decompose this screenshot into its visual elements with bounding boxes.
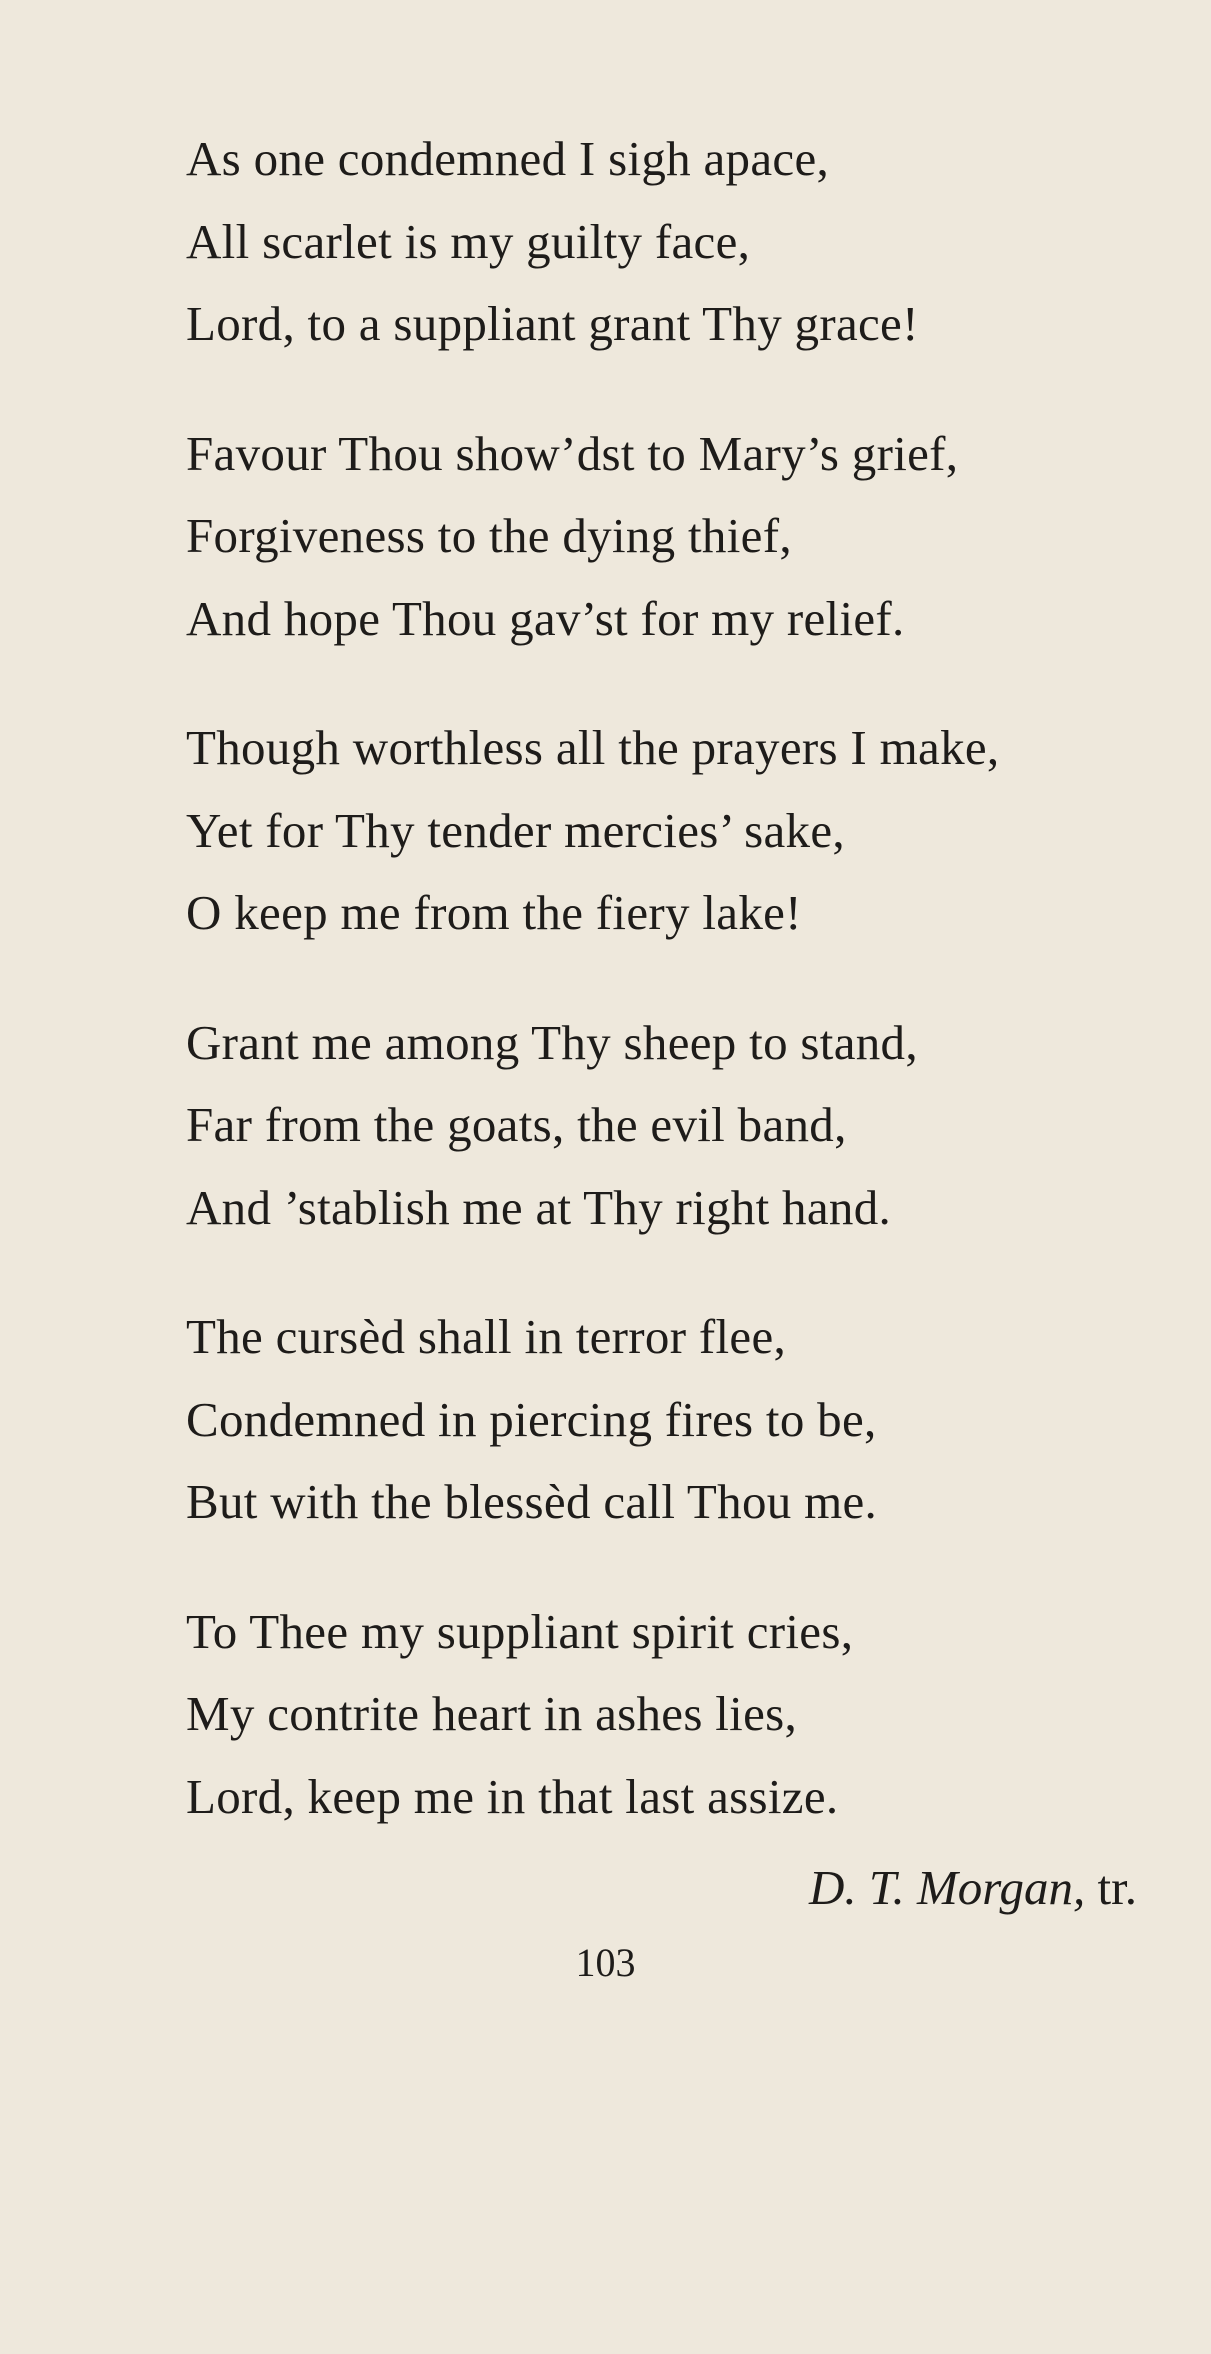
stanza-6 bbox=[186, 1591, 1186, 1839]
poem-line: To Thee my suppliant spirit cries, bbox=[186, 1603, 854, 1659]
translator-name: D. T. Morgan, bbox=[808, 1860, 1086, 1915]
poem-line: Lord, keep me in that last assize. bbox=[186, 1768, 839, 1824]
poem-line: Condemned in piercing fires to be, bbox=[186, 1391, 877, 1447]
poem-line: Grant me among Thy sheep to stand, bbox=[186, 1014, 918, 1070]
translator-attribution bbox=[0, 1858, 1137, 1918]
stanza-1 bbox=[186, 118, 1186, 366]
poem-line: As one condemned I sigh apace, bbox=[186, 131, 830, 186]
poem-line: And hope Thou gav’st for my relief. bbox=[186, 590, 905, 646]
poem bbox=[186, 118, 1186, 1885]
poem-line: Lord, to a suppliant grant Thy grace! bbox=[186, 296, 919, 351]
poem-line: But with the blessèd call Thou me. bbox=[186, 1474, 878, 1529]
stanza-4 bbox=[186, 1002, 1186, 1250]
poem-line: And ’stablish me at Thy right hand. bbox=[186, 1179, 892, 1235]
poem-line: My contrite heart in ashes lies, bbox=[186, 1686, 798, 1741]
translator-suffix: tr. bbox=[1085, 1860, 1137, 1915]
poem-line: Yet for Thy tender mercies’ sake, bbox=[186, 802, 845, 858]
stanza-3 bbox=[186, 707, 1186, 955]
poem-line: O keep me from the fiery lake! bbox=[186, 885, 802, 940]
poem-line: Far from the goats, the evil band, bbox=[186, 1097, 847, 1152]
stanza-5 bbox=[186, 1296, 1186, 1544]
poem-line: The cursèd shall in terror flee, bbox=[186, 1309, 787, 1364]
poem-line: Favour Thou show’dst to Mary’s grief, bbox=[186, 425, 959, 481]
poem-line: Forgiveness to the dying thief, bbox=[186, 508, 792, 563]
page-number: 103 bbox=[575, 1940, 636, 1985]
stanza-2 bbox=[186, 413, 1186, 661]
poem-line: Though worthless all the prayers I make, bbox=[186, 720, 1000, 775]
poem-line: All scarlet is my guilty face, bbox=[186, 213, 751, 269]
